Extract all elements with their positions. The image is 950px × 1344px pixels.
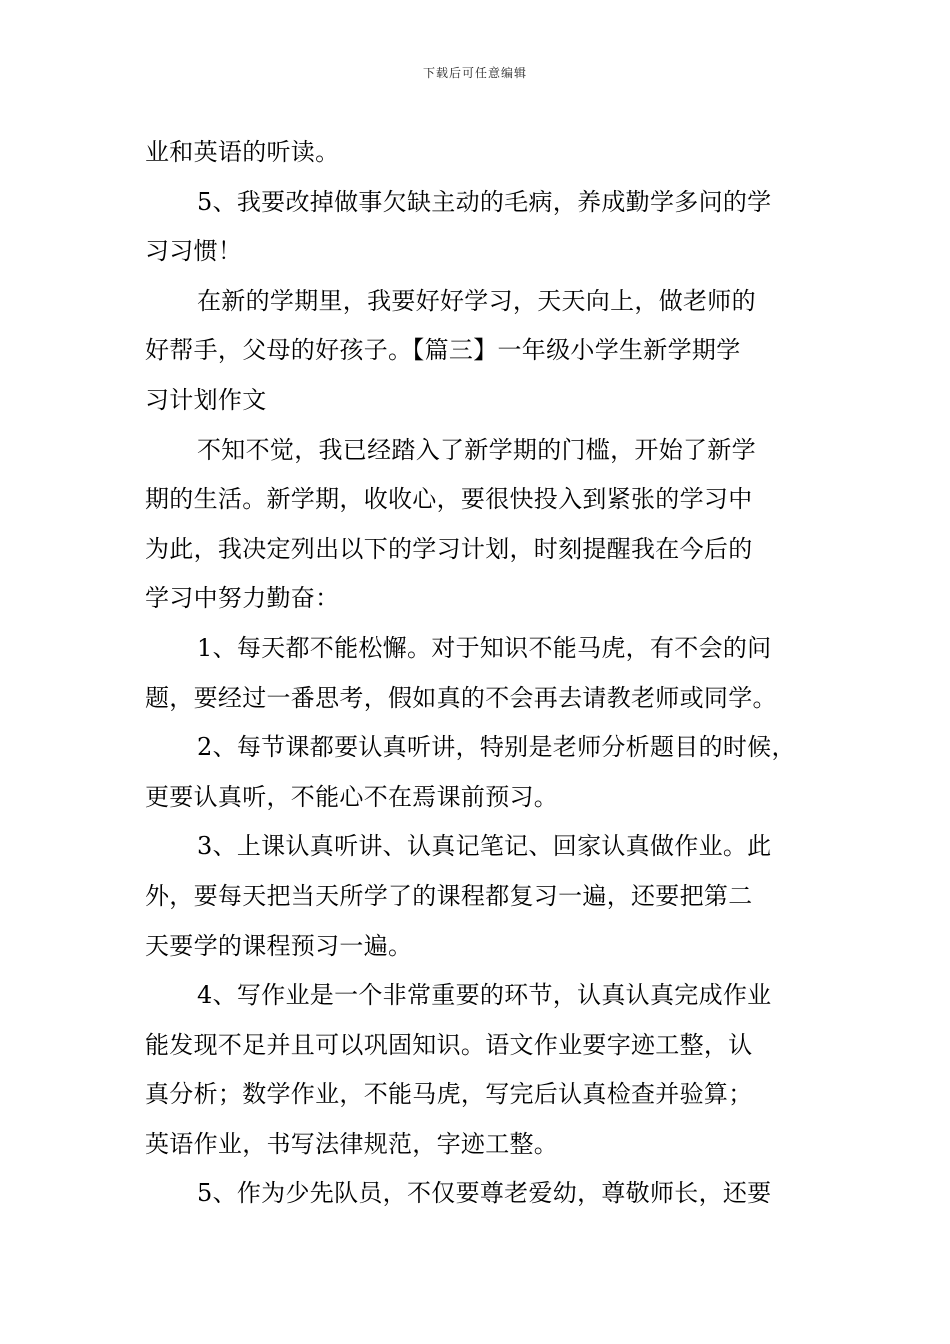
text-line-0: 业和英语的听读。 [145,138,340,166]
text-line-21: 5、作为少先队员，不仅要尊老爱幼，尊敬师长，还要 [197,1179,772,1208]
text-line-18: 能发现不足并且可以巩固知识。语文作业要字迹工整，认 [145,1030,753,1059]
text-line-13: 更要认真听，不能心不在焉课前预习。 [145,782,559,811]
text-line-16: 天要学的课程预习一遍。 [145,931,413,960]
text-line-19: 真分析；数学作业，不能马虎，写完后认真检查并验算； [145,1080,753,1109]
text-line-5: 习计划作文 [145,385,267,414]
text-line-15: 外，要每天把当天所学了的课程都复习一遍，还要把第二 [145,881,753,910]
text-line-9: 学习中努力勤奋： [145,584,340,613]
page-header: 下载后可任意编辑 [422,66,527,80]
text-line-12: 2、每节课都要认真听讲，特别是老师分析题目的时候， [197,733,796,762]
text-line-11: 题，要经过一番思考，假如真的不会再去请教老师或同学。 [145,683,777,712]
text-line-8: 为此，我决定列出以下的学习计划，时刻提醒我在今后的 [145,534,753,563]
text-line-10: 1、每天都不能松懈。对于知识不能马虎，有不会的问 [197,633,772,662]
text-line-7: 期的生活。新学期，收收心，要很快投入到紧张的学习中 [145,485,753,514]
text-line-14: 3、上课认真听讲、认真记笔记、回家认真做作业。此 [197,832,772,861]
text-line-4: 好帮手，父母的好孩子。【篇三】一年级小学生新学期学 [145,336,741,365]
text-line-2: 习习惯！ [145,237,243,266]
text-line-17: 4、写作业是一个非常重要的环节，认真认真完成作业 [197,981,772,1010]
text-line-6: 不知不觉，我已经踏入了新学期的门槛，开始了新学 [197,435,756,464]
text-line-1: 5、我要改掉做事欠缺主动的毛病，养成勤学多问的学 [197,187,772,216]
text-line-20: 英语作业，书写法律规范，字迹工整。 [145,1129,559,1158]
text-line-3: 在新的学期里，我要好好学习，天天向上，做老师的 [197,286,756,315]
document-body [145,128,825,1219]
